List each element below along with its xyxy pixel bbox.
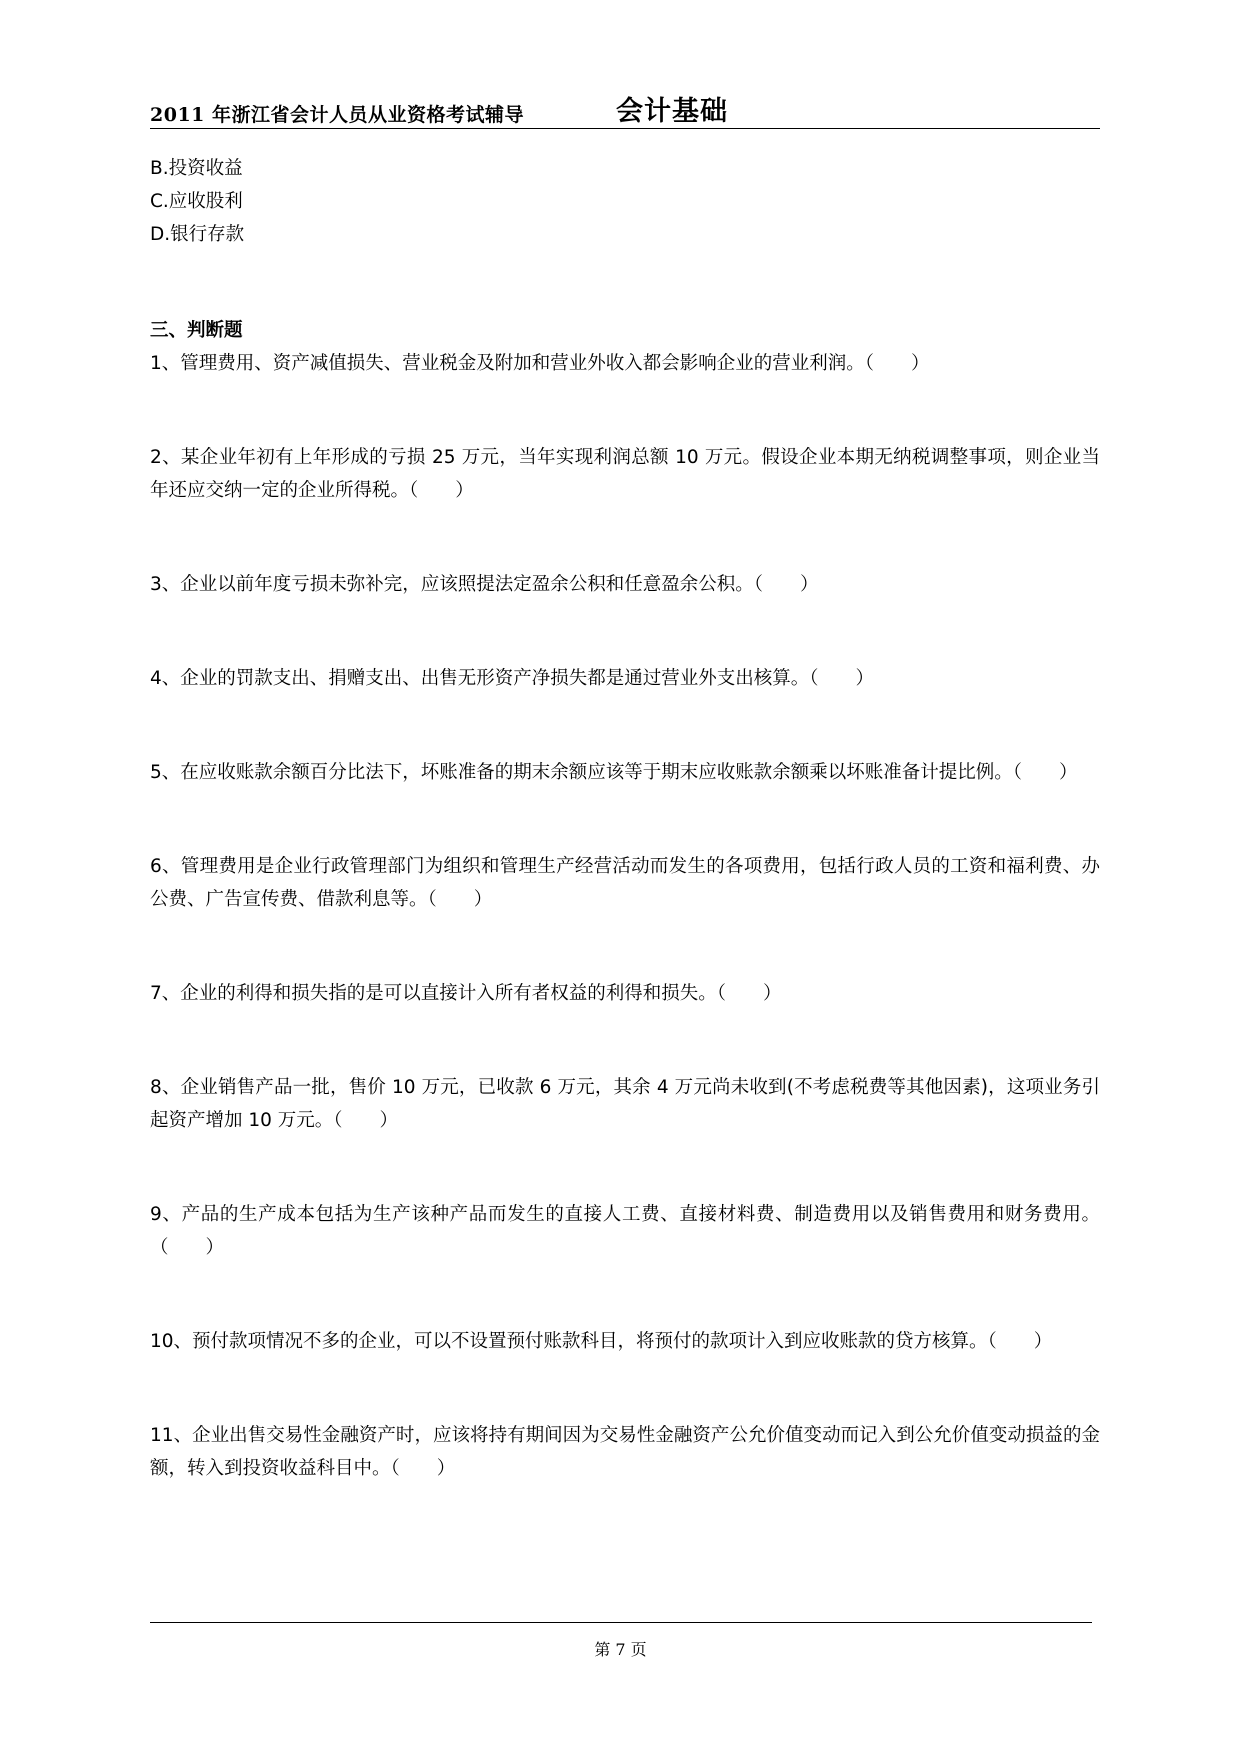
option-d: D.银行存款 (150, 224, 245, 245)
page-content (150, 152, 1100, 1485)
footer-divider (150, 1622, 1092, 1623)
question-6: 6、管理费用是企业行政管理部门为组织和管理生产经营活动而发生的各项费用，包括行政人员的工资和福利费、办公费、广告宣传费、借款利息等。（ ） (150, 856, 1100, 910)
question-1: 1、管理费用、资产减值损失、营业税金及附加和营业外收入都会影响企业的营业利润。（ ） (150, 353, 930, 374)
page-header (150, 86, 1100, 129)
page-number: 第 7 页 (594, 1640, 647, 1659)
question-5: 5、在应收账款余额百分比法下，坏账准备的期末余额应该等于期末应收账款余额乘以坏账准备计提比例。（ ） (150, 762, 1078, 783)
section-title: 三、判断题 (150, 320, 243, 341)
question-4: 4、企业的罚款支出、捐赠支出、出售无形资产净损失都是通过营业外支出核算。（ ） (150, 668, 875, 689)
question-9: 9、产品的生产成本包括为生产该种产品而发生的直接人工费、直接材料费、制造费用以及销售费用和财务费用。（ ） (150, 1204, 1100, 1258)
option-list (150, 152, 1100, 251)
question-list (150, 347, 1100, 1485)
question-10: 10、预付款项情况不多的企业，可以不设置预付账款科目，将预付的款项计入到应收账款的贷方核算。（ ） (150, 1331, 1053, 1352)
question-11: 11、企业出售交易性金融资产时，应该将持有期间因为交易性金融资产公允价值变动而记入到公允价值变动损益的金额，转入到投资收益科目中。（ ） (150, 1425, 1100, 1479)
question-2: 2、某企业年初有上年形成的亏损 25 万元，当年实现利润总额 10 万元。假设企业本期无纳税调整事项，则企业当年还应交纳一定的企业所得税。（ ） (150, 447, 1100, 501)
option-c: C.应收股利 (150, 191, 243, 212)
question-7: 7、企业的利得和损失指的是可以直接计入所有者权益的利得和损失。（ ） (150, 983, 782, 1004)
question-3: 3、企业以前年度亏损未弥补完，应该照提法定盈余公积和任意盈余公积。（ ） (150, 574, 819, 595)
question-8: 8、企业销售产品一批，售价 10 万元，已收款 6 万元，其余 4 万元尚未收到(不考虑税费等其他因素)，这项业务引起资产增加 10 万元。（ ） (150, 1077, 1100, 1131)
header-subtitle: 2011 年浙江省会计人员从业资格考试辅导 (150, 104, 524, 126)
option-b: B.投资收益 (150, 158, 243, 179)
header-title: 会计基础 (616, 96, 728, 127)
